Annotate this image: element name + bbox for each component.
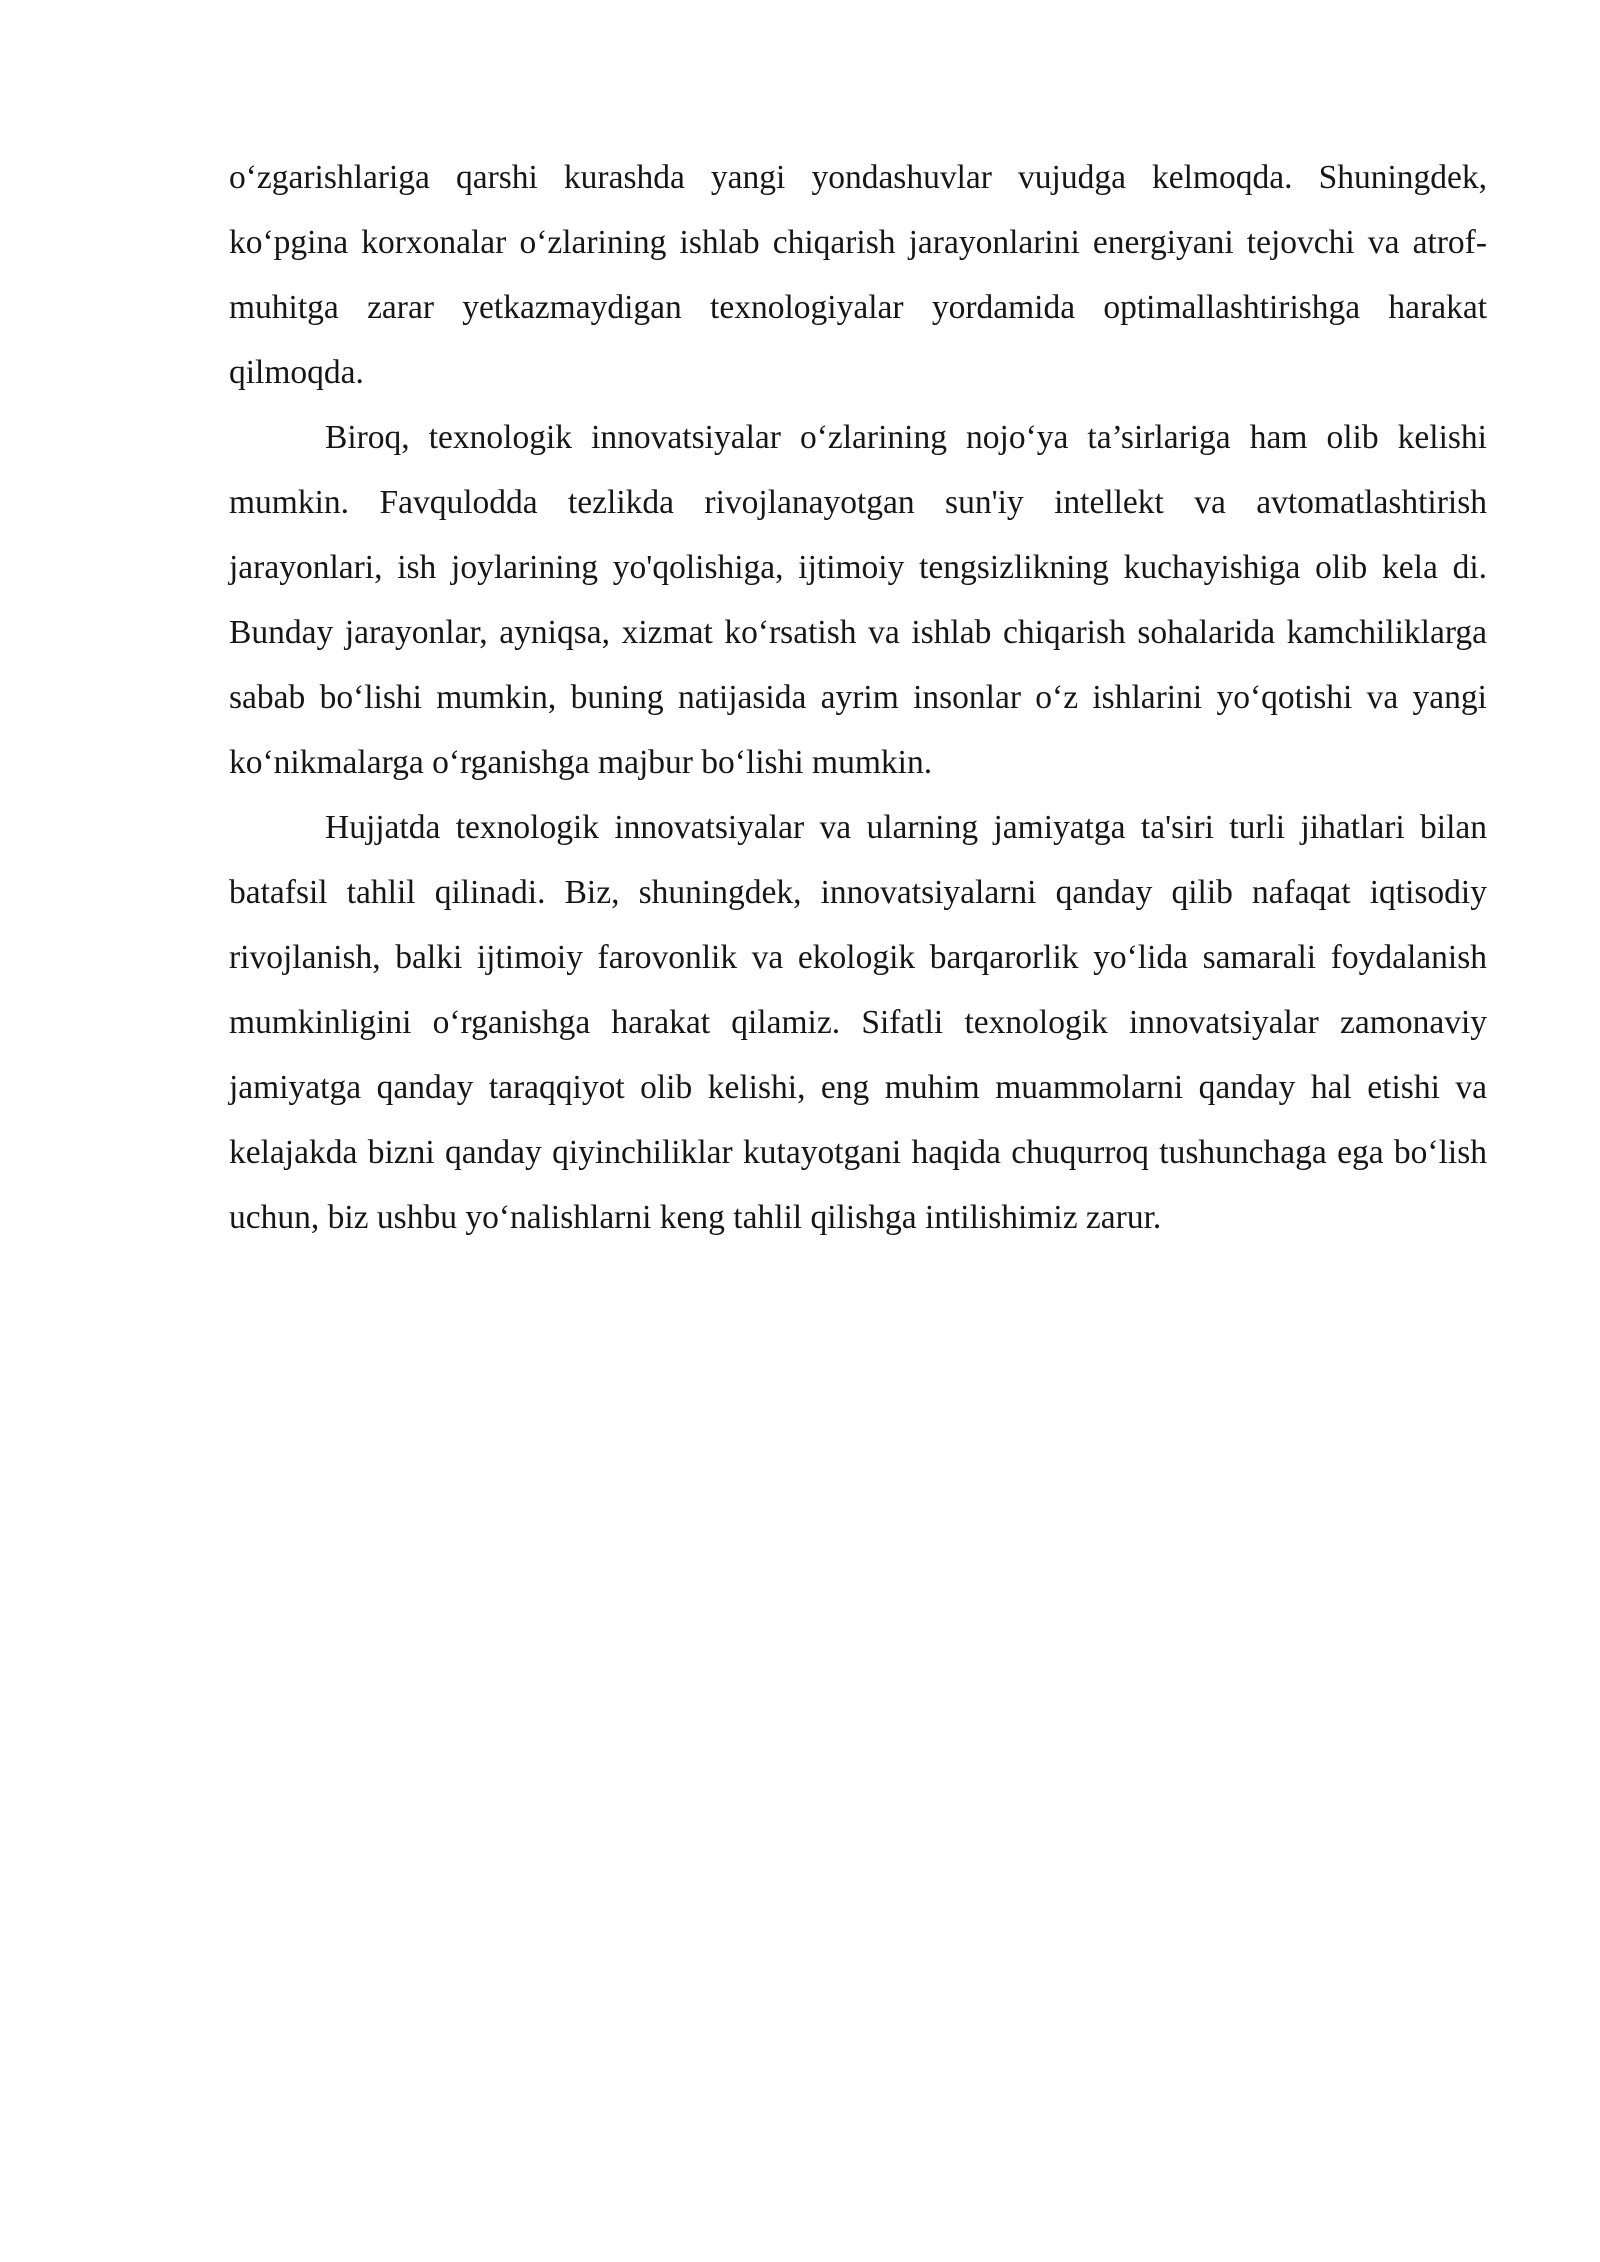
paragraph-3: Hujjatda texnologik innovatsiyalar va ularning jamiyatga ta'siri turli jihatlari bilan batafsil tahlil qilinadi. Biz, shuningdek, innovatsiyalarni qanday qilib nafaqat iqtisodiy rivojlanish, balki ijtimoiy farovonlik va ekologik barqarorlik yo‘lida samarali foydalanish mumkinligini o‘rganishga harakat qilamiz. Sifatli texnologik innovatsiyalar zamonaviy jamiyatga qanday taraqqiyot olib kelishi, eng muhim muammolarni qanday hal etishi va kelajakda bizni qanday qiyinchiliklar kutayotgani haqida chuqurroq tushunchaga ega bo‘lish uchun, biz ushbu yo‘nalishlarni keng tahlil qilishga intilishimiz zarur. [229, 809, 1487, 1236]
paragraph-1: o‘zgarishlariga qarshi kurashda yangi yondashuvlar vujudga kelmoqda. Shuningdek, ko‘pgina korxonalar o‘zlarining ishlab chiqarish jarayonlarini energiyani tejovchi va atrof-muhitga zarar yetkazmaydigan texnologiyalar yordamida optimallashtirishga harakat qilmoqda. [229, 159, 1487, 391]
document-body [229, 145, 1487, 1250]
paragraph-2: Biroq, texnologik innovatsiyalar o‘zlarining nojo‘ya ta’sirlariga ham olib kelishi mumkin. Favqulodda tezlikda rivojlanayotgan sun'iy intellekt va avtomatlashtirish jarayonlari, ish joylarining yo'qolishiga, ijtimoiy tengsizlikning kuchayishiga olib kela di. Bunday jarayonlar, ayniqsa, xizmat ko‘rsatish va ishlab chiqarish sohalarida kamchiliklarga sabab bo‘lishi mumkin, buning natijasida ayrim insonlar o‘z ishlarini yo‘qotishi va yangi ko‘nikmalarga o‘rganishga majbur bo‘lishi mumkin. [229, 419, 1487, 781]
